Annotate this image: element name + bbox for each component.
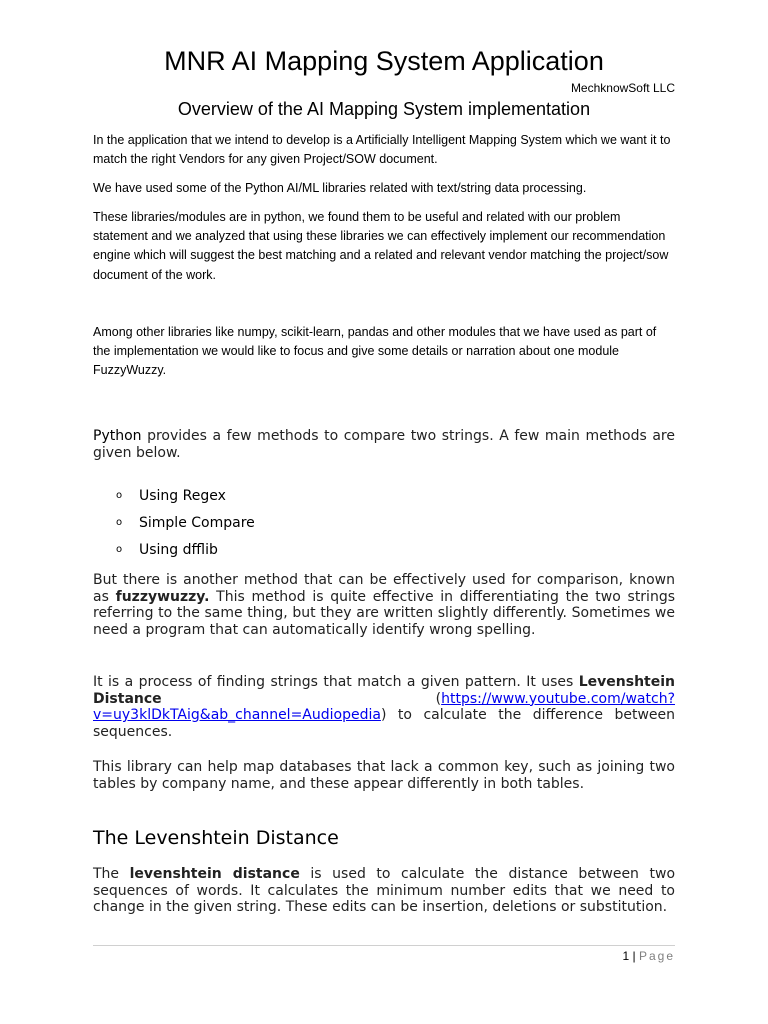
document-subtitle: Overview of the AI Mapping System implementation: [177, 99, 591, 119]
list-item: [116, 536, 255, 563]
library-paragraph: This library can help map databases that lack a common key, such as joining two tables by company name, and these appear differently in both tables.: [93, 759, 675, 792]
list-item: [116, 509, 255, 536]
list-item-label: Simple Compare: [139, 514, 255, 531]
libraries-paragraph: We have used some of the Python AI/ML libraries related with text/string data processing.: [93, 181, 587, 195]
list-item-label: Using Regex: [139, 487, 226, 504]
fuzzywuzzy-paragraph: [93, 572, 675, 638]
page-number: 1: [622, 949, 630, 963]
python-methods-paragraph: [93, 428, 675, 461]
footer-divider: [93, 945, 675, 946]
company-name: MechknowSoft LLC: [570, 81, 675, 95]
footer-separator: |: [629, 949, 639, 963]
levenshtein-distance-term: levenshtein distance: [129, 866, 300, 882]
list-item: [116, 482, 255, 509]
fuzzywuzzy-text-post: This method is quite effective in differentiating the two strings referring to the same thing, but they are written slightly differently. Sometimes we need a program that can automatically identify wrong spelling.: [93, 588, 676, 638]
process-paragraph: [93, 674, 675, 740]
fuzzywuzzy-term: fuzzywuzzy.: [115, 588, 210, 605]
process-text-post: ) to calculate the difference between sequences.: [93, 707, 675, 740]
list-item-label: Using dfflib: [139, 541, 218, 558]
levenshtein-paragraph: [93, 866, 675, 916]
bullet-marker: o: [116, 543, 123, 555]
python-methods-text: provides a few methods to compare two strings. A few main methods are given below.: [93, 428, 675, 461]
fuzzywuzzy-text-pre: But there is another method that can be effectively used for comparison, known as: [93, 572, 675, 605]
youtube-link[interactable]: https://www.youtube.com/watch?v=uy3klDkTAig&ab_channel=Audiopedia: [93, 690, 675, 724]
bullet-marker: o: [116, 516, 123, 528]
levenshtein-text-post: is used to calculate the distance between two sequences of words. It calculates the minimum number edits that we need to change in the given string. These edits can be insertion, deletions or substitution.: [93, 866, 676, 916]
python-word: Python: [93, 428, 142, 444]
methods-list: [116, 482, 255, 563]
intro-paragraph: In the application that we intend to develop is a Artificially Intelligent Mapping System which we want it to match the right Vendors for any given Project/SOW document.: [93, 133, 671, 167]
page-label: Page: [638, 949, 675, 963]
bullet-marker: o: [116, 489, 123, 501]
document-title: MNR AI Mapping System Application: [164, 46, 604, 76]
modules-paragraph: These libraries/modules are in python, we found them to be useful and related with our problem statement and we analyzed that using these libraries we can effectively implement our recommendation engine which will suggest the best matching and a related and relevant vendor matching the project/sow document of the work.: [93, 210, 669, 282]
process-paren: (: [161, 690, 442, 707]
levenshtein-heading: The Levenshtein Distance: [93, 827, 339, 849]
fuzzywuzzy-intro-paragraph: Among other libraries like numpy, scikit-learn, pandas and other modules that we have used as part of the implementation we would like to focus and give some details or narration about one module FuzzyWuzzy.: [93, 325, 657, 378]
levenshtein-term: Levenshtein Distance: [93, 674, 675, 707]
process-text-pre: It is a process of finding strings that match a given pattern. It uses: [93, 674, 579, 690]
page-footer: [622, 948, 675, 964]
levenshtein-text-pre: The: [93, 866, 130, 882]
